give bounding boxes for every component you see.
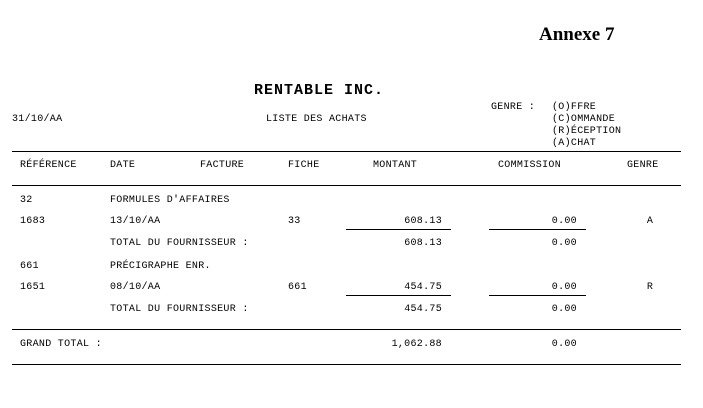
supplier-total-commission: 0.00 bbox=[551, 238, 577, 249]
supplier-ref: 661 bbox=[20, 261, 39, 272]
montant-underline bbox=[346, 295, 451, 296]
supplier-total-label: TOTAL DU FOURNISSEUR : bbox=[110, 304, 249, 315]
supplier-total-montant: 608.13 bbox=[404, 238, 442, 249]
grand-total-montant: 1,062.88 bbox=[391, 339, 442, 350]
line-date: 13/10/AA bbox=[110, 216, 161, 227]
line-montant: 454.75 bbox=[404, 282, 442, 293]
genre-legend-achat: (A)CHAT bbox=[552, 138, 597, 149]
line-montant: 608.13 bbox=[404, 216, 442, 227]
supplier-total-label: TOTAL DU FOURNISSEUR : bbox=[110, 238, 249, 249]
supplier-total-montant: 454.75 bbox=[404, 304, 442, 315]
genre-legend-label: GENRE : bbox=[491, 102, 536, 113]
line-fiche: 661 bbox=[288, 282, 307, 293]
montant-underline bbox=[346, 229, 451, 230]
grand-total-label: GRAND TOTAL : bbox=[20, 339, 102, 350]
report-title: LISTE DES ACHATS bbox=[266, 114, 367, 125]
line-commission: 0.00 bbox=[551, 282, 577, 293]
line-genre: R bbox=[646, 282, 654, 293]
supplier-name: FORMULES D'AFFAIRES bbox=[110, 195, 230, 206]
genre-legend-offre: (O)FFRE bbox=[552, 102, 597, 113]
column-header-fiche: FICHE bbox=[288, 160, 320, 171]
commission-underline bbox=[489, 295, 586, 296]
line-ref: 1651 bbox=[20, 282, 46, 293]
line-date: 08/10/AA bbox=[110, 282, 161, 293]
grand-total-bottom-rule bbox=[12, 364, 681, 365]
supplier-ref: 32 bbox=[20, 195, 33, 206]
column-header-facture: FACTURE bbox=[200, 160, 245, 171]
column-header-date: DATE bbox=[110, 160, 136, 171]
column-header-genre: GENRE bbox=[627, 160, 659, 171]
column-header-commission: COMMISSION bbox=[498, 160, 562, 171]
grand-total-commission: 0.00 bbox=[551, 339, 577, 350]
line-ref: 1683 bbox=[20, 216, 46, 227]
grand-total-top-rule bbox=[12, 329, 681, 330]
line-fiche: 33 bbox=[288, 216, 301, 227]
company-name: RENTABLE INC. bbox=[254, 82, 385, 99]
column-header-montant: MONTANT bbox=[373, 160, 418, 171]
report-date: 31/10/AA bbox=[12, 114, 63, 125]
annex-label: Annexe 7 bbox=[539, 24, 615, 45]
genre-legend-reception: (R)ÉCEPTION bbox=[552, 126, 622, 137]
header-top-rule bbox=[12, 151, 681, 152]
line-genre: A bbox=[646, 216, 654, 227]
line-commission: 0.00 bbox=[551, 216, 577, 227]
genre-legend-commande: (C)OMMANDE bbox=[552, 114, 616, 125]
column-header-reference: RÉFÉRENCE bbox=[20, 160, 77, 171]
header-bottom-rule bbox=[12, 185, 681, 186]
supplier-name: PRÉCIGRAPHE ENR. bbox=[110, 261, 211, 272]
commission-underline bbox=[489, 229, 586, 230]
supplier-total-commission: 0.00 bbox=[551, 304, 577, 315]
